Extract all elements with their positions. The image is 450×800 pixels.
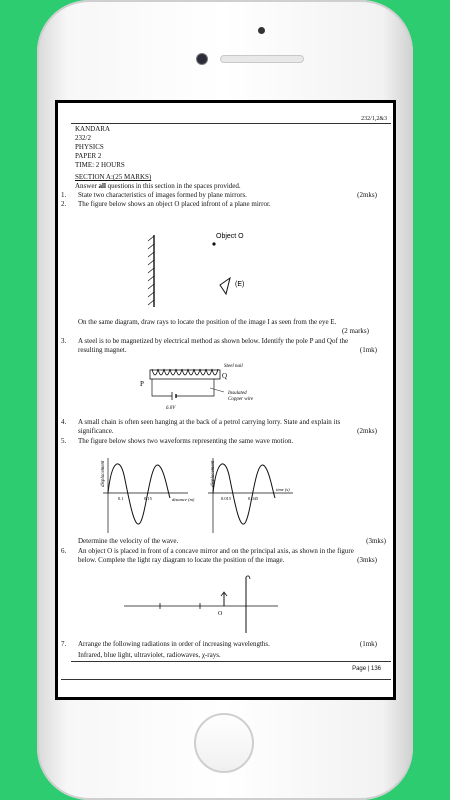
steel-nail-label: Steel nail [224, 364, 243, 369]
object-label: Object O [216, 233, 244, 240]
pole-p-label: P [140, 380, 144, 388]
footer-rule [71, 661, 391, 662]
y-axis-label-1: displacement [101, 460, 106, 487]
copper-wire-label: Copper wire [228, 397, 253, 402]
section-title: SECTION A:(25 MARKS) [75, 173, 152, 181]
electromagnet-figure [136, 358, 266, 416]
object-point [212, 242, 215, 245]
page-number: Page | 136 [352, 666, 381, 672]
question-5-marks: (3mks) [366, 537, 386, 545]
tick-label: 0.1 [118, 496, 124, 501]
paper-code: 232/2 [75, 134, 91, 142]
exam-page[interactable]: 232/1,2&3 KANDARA 232/2 PHYSICS PAPER 2 TIME: 2 HOURS SECTION A:(25 MARKS) Answer all questions in this section in the spaces provided. 1. State two characteristics of images formed by plane mirrors. (2mks) 2. The figure below shows an object O placed infront of a plane mirror. Object O (E) On the same diagram, draw rays to locate the position of the image I as seen from the eye E. (2 marks) 3. A steel is to be magnetized by electrical method as shown below. Identify the pole P and Qof the resulting magnet. (1mk) P Q Steel nail Insulated Copper wire 6.0V 4. A small chain is often seen hanging at the back of a petrol carrying lorry. State and explain its significance. (2mks) 5. The figure below shows two waveforms representing the same wave motion. displacement 0.1 0.15 distance (m) displacement 0.015 0.045 time (s) Determine the velocity of the wave. (3mks) 6. An object O is placed in front of a concave mirror and on the principal axis, as shown in the figure below. Complete the light ray diagram to locate the position of the image. (3mks) O 7. Arrange the following radiations in order of increasing wavelengths. (1mk) Infrared, blue light, ultraviolet, radiowaves, χ-rays. Page | 136 [58, 103, 393, 697]
plane-mirror-figure [118, 223, 278, 323]
x-axis-label-1: distance (m) [172, 497, 195, 502]
school-name: KANDARA [75, 125, 110, 133]
eye-label: (E) [235, 281, 245, 288]
question-5-instruction: Determine the velocity of the wave. [78, 537, 179, 545]
footer-rule-bottom [61, 679, 391, 680]
question-2-marks: (2 marks) [341, 327, 369, 335]
screen [55, 100, 396, 700]
pole-q-label: Q [222, 372, 228, 380]
voltage-label: 6.0V [166, 406, 176, 411]
insulated-label: Insulated [228, 391, 247, 396]
question-2-instruction: On the same diagram, draw rays to locate the position of the image I as seen from the eye E. [78, 318, 337, 326]
x-axis-label-2: time (s) [276, 487, 290, 492]
tick-label: 0.045 [248, 496, 259, 501]
header-rule [71, 123, 391, 124]
question-7-list: Infrared, blue light, ultraviolet, radiowaves, χ-rays. [78, 651, 221, 659]
subject: PHYSICS [75, 143, 104, 151]
home-button[interactable] [194, 713, 254, 773]
eye-icon [220, 278, 230, 294]
section-instruction: Answer all questions in this section in the spaces provided. [75, 182, 241, 190]
paper-code-top: 232/1,2&3 [361, 116, 387, 122]
earpiece-speaker [220, 55, 304, 63]
proximity-sensor [258, 27, 265, 34]
y-axis-label-2: displacement [211, 460, 216, 487]
object-o-label: O [218, 611, 223, 617]
front-camera [196, 53, 208, 65]
time-allowed: TIME: 2 HOURS [75, 161, 125, 169]
paper-number: PAPER 2 [75, 152, 102, 160]
tick-label: 0.015 [221, 496, 232, 501]
waveforms-figure [98, 453, 298, 538]
concave-mirror-figure [118, 571, 288, 636]
tick-label: 0.15 [144, 496, 152, 501]
